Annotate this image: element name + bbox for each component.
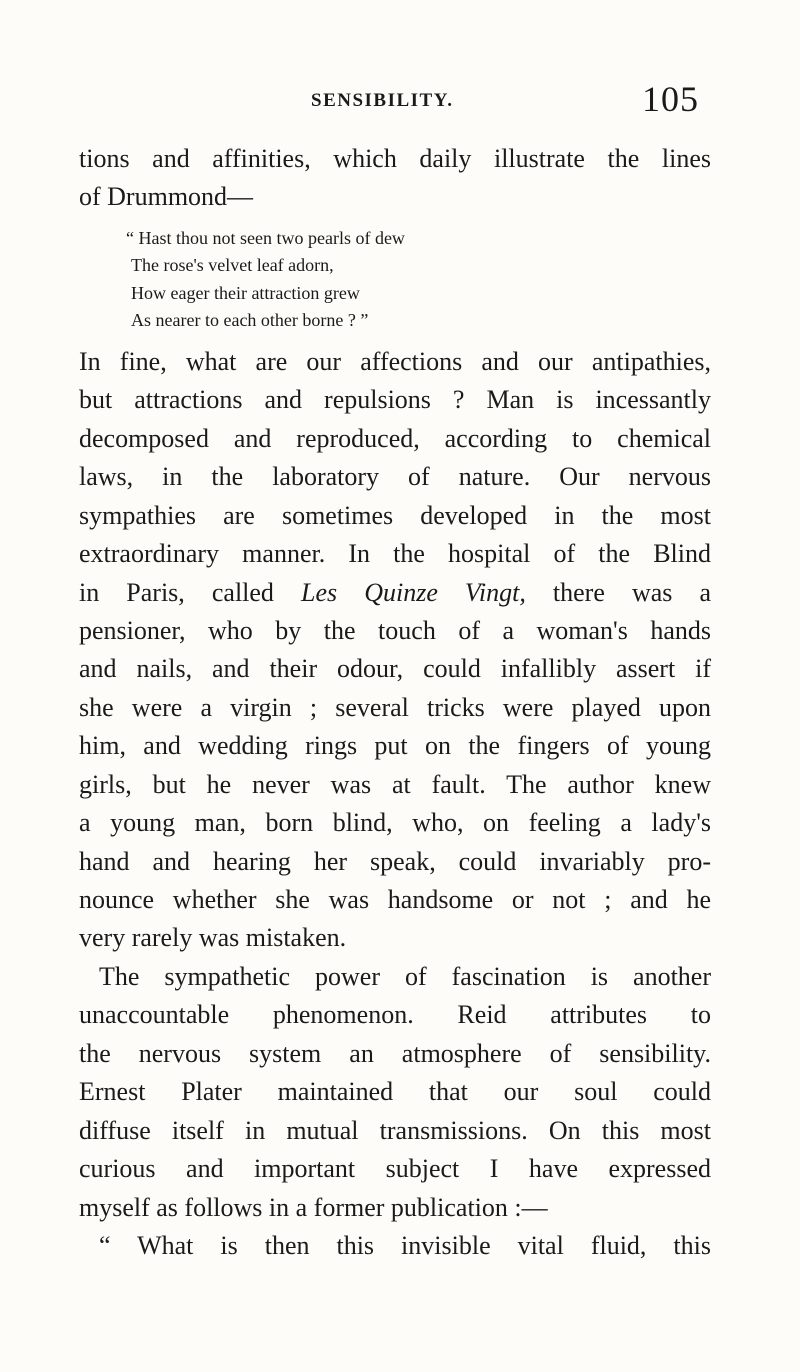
text-line: she were a virgin ; several tricks were played upon bbox=[79, 692, 711, 722]
text-line: curious and important subject I have expressed bbox=[79, 1154, 711, 1184]
poem-line: “ Hast thou not seen two pearls of dew bbox=[126, 227, 405, 248]
text-line: of Drummond— bbox=[79, 182, 254, 212]
text-line: very rarely was mistaken. bbox=[79, 923, 347, 953]
text-line: pensioner, who by the touch of a woman's hands bbox=[79, 615, 711, 645]
text-line: a young man, born blind, who, on feeling a lady's bbox=[79, 808, 711, 838]
poem-quotation bbox=[79, 225, 711, 335]
poem-line: As nearer to each other borne ? ” bbox=[131, 310, 369, 331]
text-line: unaccountable phenomenon. Reid attributes to bbox=[79, 1000, 711, 1030]
text-line: In fine, what are our affections and our antipathies, bbox=[79, 346, 711, 376]
text-line: decomposed and reproduced, according to chemical bbox=[79, 423, 711, 453]
text-segment: there was a bbox=[552, 577, 712, 607]
text-line: the nervous system an atmosphere of sensibility. bbox=[79, 1038, 711, 1068]
text-line: myself as follows in a former publication :— bbox=[79, 1192, 548, 1222]
text-line: laws, in the laboratory of nature. Our nervous bbox=[79, 462, 711, 492]
text-line: The sympathetic power of fascination is another bbox=[99, 961, 711, 991]
text-line: diffuse itself in mutual transmissions. On this most bbox=[79, 1115, 711, 1145]
text-line: but attractions and repulsions ? Man is incessantly bbox=[79, 385, 711, 415]
paragraph bbox=[79, 958, 711, 1266]
text-line: hand and hearing her speak, could invariably pro- bbox=[79, 846, 711, 876]
text-line: “ What is then this invisible vital fluid, this bbox=[99, 1230, 711, 1260]
page-number: 105 bbox=[642, 79, 699, 119]
text-line: sympathies are sometimes developed in the most bbox=[79, 500, 711, 530]
paragraph bbox=[79, 343, 711, 958]
text-segment: in Paris, called bbox=[79, 577, 274, 607]
poem-line: The rose's velvet leaf adorn, bbox=[131, 255, 334, 276]
text-line: extraordinary manner. In the hospital of the Blind bbox=[79, 539, 711, 569]
text-line: tions and affinities, which daily illustrate the lines bbox=[79, 144, 711, 173]
text-line bbox=[79, 574, 711, 612]
text-line: girls, but he never was at fault. The author knew bbox=[79, 769, 711, 799]
text-line: Ernest Plater maintained that our soul could bbox=[79, 1077, 711, 1107]
text-line: him, and wedding rings put on the fingers of young bbox=[79, 731, 711, 761]
page-header bbox=[0, 80, 800, 120]
running-head: SENSIBILITY. bbox=[311, 90, 454, 111]
italic-title: Les Quinze Vingt, bbox=[301, 577, 526, 607]
text-line: and nails, and their odour, could infallibly assert if bbox=[79, 654, 711, 684]
text-line: nounce whether she was handsome or not ; and he bbox=[79, 885, 711, 914]
page-body bbox=[79, 140, 711, 1265]
poem-line: How eager their attraction grew bbox=[131, 282, 360, 303]
